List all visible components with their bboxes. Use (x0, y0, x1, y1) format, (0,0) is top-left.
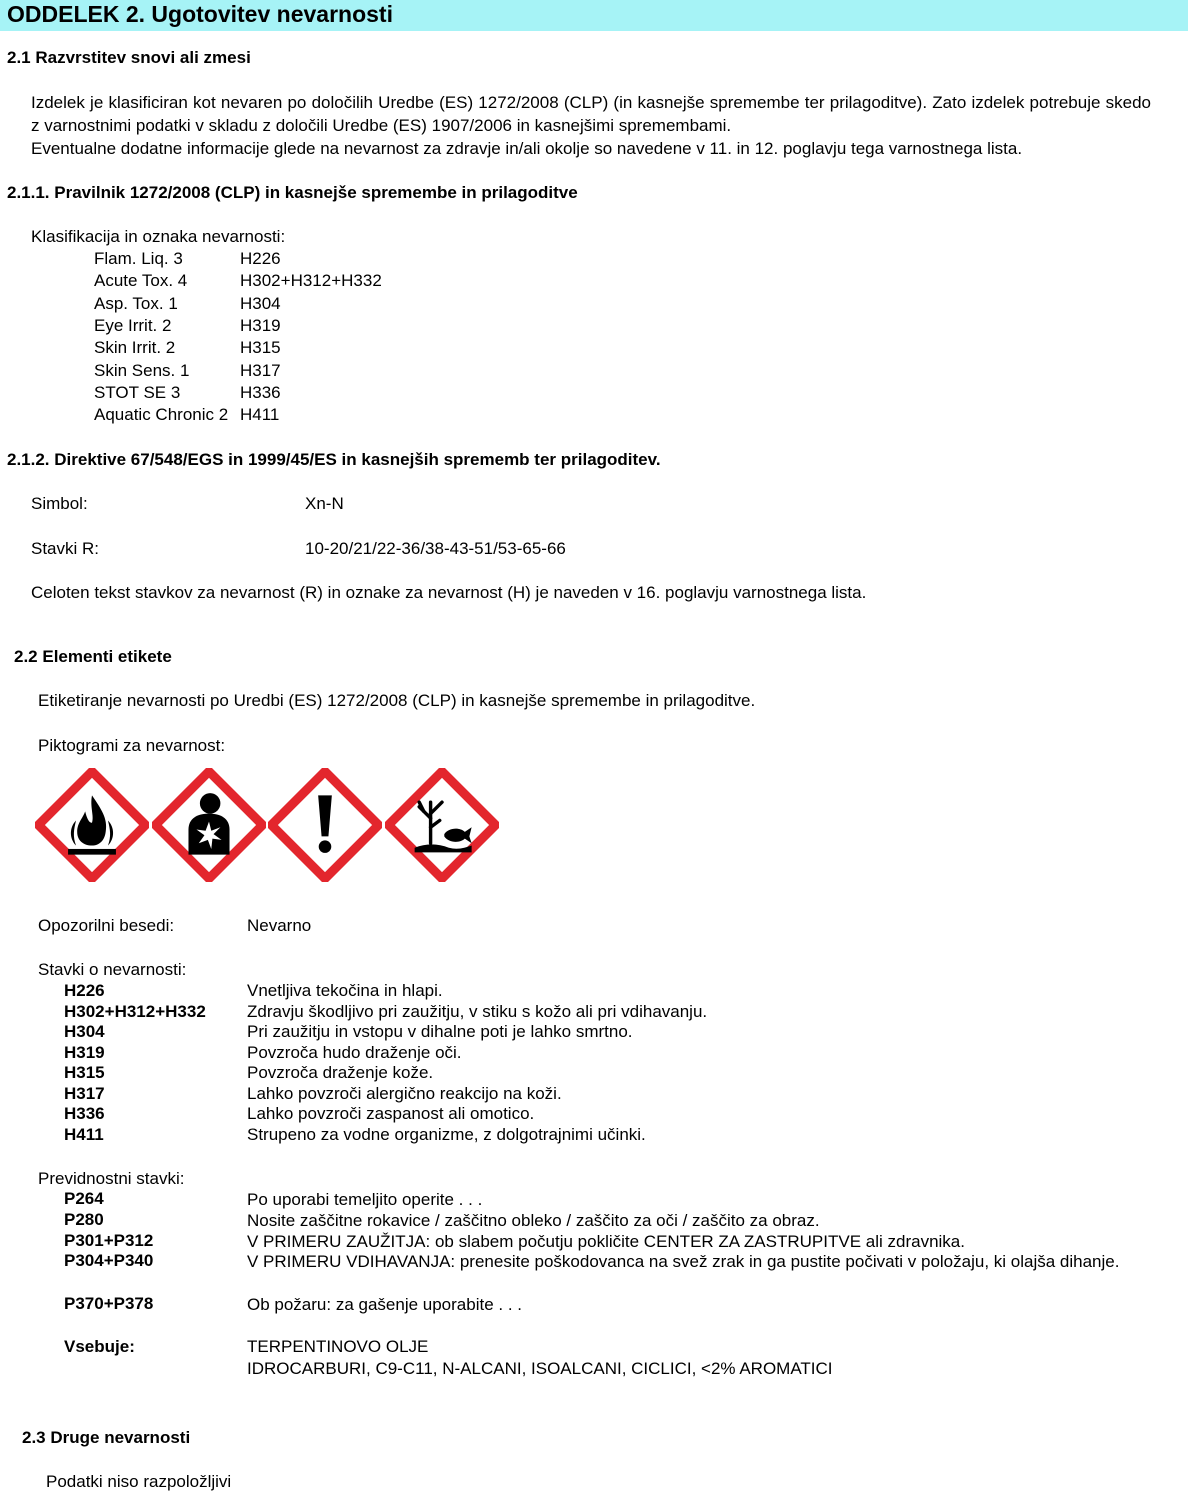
hazard-statement-code: H226 (64, 981, 105, 1000)
hazard-code: H336 (240, 382, 281, 402)
hazard-statement-code: H411 (64, 1124, 104, 1144)
simbol-value: Xn-N (305, 494, 344, 513)
hazard-code: H315 (240, 338, 281, 358)
heading-2-2: 2.2 Elementi etikete (14, 647, 172, 666)
heading-2-1: 2.1 Razvrstitev snovi ali zmesi (7, 48, 251, 67)
health-hazard-icon (152, 768, 266, 882)
simbol-label: Simbol: (31, 494, 88, 513)
precautionary-statement-row (0, 1189, 1188, 1211)
hazard-statement-text: Povzroča draženje kože. (247, 1063, 434, 1082)
hazard-class: Aquatic Chronic 2 (94, 405, 229, 425)
heading-2-1-2: 2.1.2. Direktive 67/548/EGS in 1999/45/ES in kasnejših sprememb ter prilagoditev. (7, 450, 661, 469)
hazard-statements-label: Stavki o nevarnosti: (38, 960, 187, 979)
exclamation-icon (268, 768, 382, 882)
hazard-class: Skin Sens. 1 (94, 360, 190, 380)
heading-2-3: 2.3 Druge nevarnosti (22, 1428, 191, 1447)
precautionary-statement-row (0, 1210, 1188, 1232)
hazard-code: H226 (240, 249, 281, 268)
hazard-code: H302+H312+H332 (240, 271, 382, 291)
hazard-class: Asp. Tox. 1 (94, 293, 178, 313)
hazard-statement-code: H304 (64, 1022, 105, 1041)
contains-label: Vsebuje: (64, 1337, 135, 1356)
precautionary-statement-text: V PRIMERU VDIHAVANJA: prenesite poškodovanca na svež zrak in ga pustite počivati v položaju, ki olajša dihanje. (247, 1252, 1120, 1271)
signal-word-value: Nevarno (247, 916, 312, 935)
hazard-statement-text: Strupeno za vodne organizme, z dolgotrajnimi učinki. (247, 1124, 646, 1144)
hazard-code: H411 (240, 405, 280, 425)
hazard-statement-text: Pri zaužitju in vstopu v dihalne poti je lahko smrtno. (247, 1022, 633, 1041)
hazard-class: Acute Tox. 4 (94, 271, 188, 291)
contains-item-2: IDROCARBURI, C9-C11, N-ALCANI, ISOALCANI, CICLICI, <2% AROMATICI (247, 1359, 833, 1378)
hazard-statement-code: H319 (64, 1042, 105, 1062)
hazard-statement-text: Lahko povzroči alergično reakcijo na koži. (247, 1083, 562, 1103)
section-banner (0, 0, 1188, 31)
stavki-r-label: Stavki R: (31, 539, 100, 558)
precautionary-statement-code: P304+P340 (64, 1251, 154, 1270)
hazard-class: Skin Irrit. 2 (94, 338, 176, 358)
precautionary-statement-text: Nosite zaščitne rokavice / zaščitno obleko / zaščito za oči / zaščito za obraz. (247, 1211, 820, 1230)
additional-info-text: Eventualne dodatne informacije glede na nevarnost za zdravje in/ali okolje so navedene v 11. in 12. poglavju tega varnostnega lista. (31, 139, 1023, 158)
hazard-statement-code: H336 (64, 1104, 105, 1123)
classification-paragraph (31, 91, 1151, 160)
full-text-note: Celoten tekst stavkov za nevarnost (R) in oznake za nevarnost (H) je naveden v 16. poglavju varnostnega lista. (31, 583, 867, 602)
precautionary-statement-code: P280 (64, 1210, 104, 1229)
hazard-statement-text: Povzroča hudo draženje oči. (247, 1042, 462, 1062)
hazard-statement-code: H315 (64, 1063, 105, 1082)
hazard-statement-text: Lahko povzroči zaspanost ali omotico. (247, 1104, 535, 1123)
section-title: ODDELEK 2. Ugotovitev nevarnosti (7, 1, 393, 27)
labelling-intro: Etiketiranje nevarnosti po Uredbi (ES) 1272/2008 (CLP) in kasnejše spremembe in prilagoditve. (38, 691, 756, 710)
other-hazards-text: Podatki niso razpoložljivi (46, 1472, 232, 1491)
hazard-statement-text: Zdravju škodljivo pri zaužitju, v stiku s kožo ali pri vdihavanju. (247, 1001, 708, 1021)
pictograms-label: Piktogrami za nevarnost: (38, 736, 226, 755)
hazard-class: STOT SE 3 (94, 382, 181, 402)
hazard-code: H304 (240, 293, 281, 313)
precautionary-statement-text: V PRIMERU ZAUŽITJA: ob slabem počutju pokličite CENTER ZA ZASTRUPITVE ali zdravnika. (247, 1232, 965, 1251)
hazard-class: Eye Irrit. 2 (94, 315, 172, 335)
precautionary-statement-text: Po uporabi temeljito operite . . . (247, 1190, 483, 1209)
stavki-r-value: 10-20/21/22-36/38-43-51/53-65-66 (305, 539, 566, 558)
precautionary-statement-text: Ob požaru: za gašenje uporabite . . . (247, 1295, 523, 1314)
hazard-class: Flam. Liq. 3 (94, 249, 183, 268)
precautionary-statement-row (0, 1251, 1188, 1273)
flame-icon (35, 768, 149, 882)
contains-item-1: TERPENTINOVO OLJE (247, 1337, 429, 1356)
hazard-statement-code: H302+H312+H332 (64, 1001, 206, 1021)
precautionary-statement-code: P301+P312 (64, 1231, 154, 1250)
hazard-statement-text: Vnetljiva tekočina in hlapi. (247, 981, 443, 1000)
signal-word-label: Opozorilni besedi: (38, 916, 175, 935)
hazard-code: H319 (240, 315, 281, 335)
precautionary-statement-row (0, 1231, 1188, 1253)
precautionary-statement-code: P264 (64, 1189, 104, 1208)
hazard-code: H317 (240, 360, 281, 380)
classification-label: Klasifikacija in oznaka nevarnosti: (31, 227, 286, 246)
precautionary-statement-code: P370+P378 (64, 1294, 154, 1313)
classification-text: Izdelek je klasificiran kot nevaren po določilih Uredbe (ES) 1272/2008 (CLP) (in kasnejše spremembe ter prilagoditve). Zato izdelek potrebuje skedo z varnostnimi podatki v skladu z določili Uredbe (ES) 1907/2006 in kasnejšimi spremembami. (31, 93, 1151, 135)
environment-icon (385, 768, 499, 882)
hazard-statement-code: H317 (64, 1083, 105, 1103)
precautionary-statements-label: Previdnostni stavki: (38, 1169, 185, 1188)
precautionary-statement-row (0, 1294, 1188, 1316)
heading-2-1-1: 2.1.1. Pravilnik 1272/2008 (CLP) in kasnejše spremembe in prilagoditve (7, 183, 578, 202)
